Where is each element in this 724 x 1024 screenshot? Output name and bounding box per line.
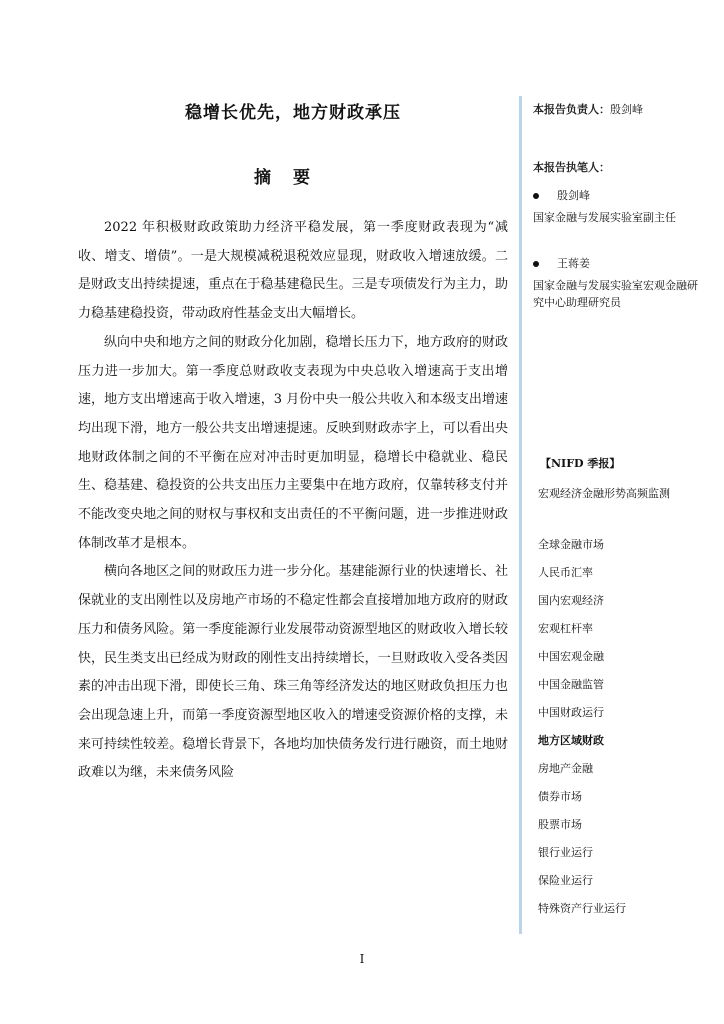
nifd-item: 中国宏观金融	[538, 650, 604, 663]
paragraph-2: 纵向中央和地方之间的财政分化加剧，稳增长压力下，地方政府的财政压力进一步加大。第一季度总财政收支表现为中央总收入增速高于支出增速，地方支出增速高于收入增速，3 月份中央一般公共收入和本级支出增速均出现下滑，地方一般公共支出增速提速。反映到财政赤字上，可以看出央地财政体制之间的不平衡在应对冲击时更加明显，稳增长中稳就业、稳民生、稳基建、稳投资的公共支出压力主要集中在地方政府，仅靠转移支付并不能改变央地之间的财权与事权和支出责任的不平衡问题，进一步推进财政体制改革才是根本。	[78, 334, 508, 551]
bullet-icon	[533, 193, 539, 199]
nifd-item: 全球金融市场	[538, 538, 604, 551]
nifd-item: 宏观杠杆率	[538, 622, 593, 635]
lead-label: 本报告负责人：	[533, 103, 610, 116]
paragraph-1: 2022 年积极财政政策助力经济平稳发展，第一季度财政表现为“减收、增支、增债”。一是大规模减税退税效应显现，财政收入增速放缓。二是财政支出持续提速，重点在于稳基建稳民生。三是专项债发行为主力，助力稳基建稳投资，带动政府性基金支出大幅增长。	[78, 220, 508, 322]
page-number: I	[359, 952, 365, 966]
nifd-item: 保险业运行	[538, 874, 593, 887]
sidebar-divider	[519, 96, 522, 934]
author-1-name: 殷剑峰	[557, 189, 590, 202]
nifd-item: 股票市场	[538, 818, 582, 831]
paragraph-3: 横向各地区之间的财政压力进一步分化。基建能源行业的快速增长、社保就业的支出刚性以及房地产市场的不稳定性都会直接增加地方政府的财政压力和债务风险。第一季度能源行业发展带动资源型地区的财政收入增长较快，民生类支出已经成为财政的刚性支出持续增长，一旦财政收入受各类因素的冲击出现下滑，即使长三角、珠三角等经济发达的地区财政负担压力也会出现急速上升，而第一季度资源型地区收入的增速受资源价格的支撑，未来可持续性较差。稳增长背景下，各地均加快债务发行进行融资，而土地财政难以为继，未来债务风险	[78, 564, 508, 781]
abstract-heading: 摘要	[254, 168, 332, 188]
nifd-item: 银行业运行	[538, 846, 593, 859]
nifd-item: 人民币汇率	[538, 566, 593, 579]
nifd-item: 房地产金融	[538, 762, 593, 775]
report-title: 稳增长优先，地方财政承压	[185, 103, 401, 123]
author-2-name: 王蒋姜	[557, 257, 590, 270]
bullet-icon	[533, 261, 539, 267]
lead-name: 殷剑峰	[610, 103, 643, 116]
author-2	[533, 255, 590, 271]
nifd-item: 债券市场	[538, 790, 582, 803]
nifd-item-current: 地方区域财政	[538, 734, 604, 747]
nifd-item: 中国金融监管	[538, 678, 604, 691]
nifd-item: 特殊资产行业运行	[538, 902, 626, 915]
nifd-item: 国内宏观经济	[538, 594, 604, 607]
author-1-desc: 国家金融与发展实验室副主任	[533, 211, 676, 224]
author-1	[533, 187, 590, 203]
nifd-list	[538, 480, 703, 928]
writers-label: 本报告执笔人：	[533, 161, 610, 174]
nifd-title: 【NIFD 季报】	[540, 457, 621, 470]
author-2-desc: 国家金融与发展实验室宏观金融研究中心助理研究员	[533, 279, 698, 309]
main-content	[78, 98, 508, 788]
report-lead	[533, 101, 643, 117]
nifd-item: 宏观经济金融形势高频监测	[538, 487, 670, 500]
nifd-item: 中国财政运行	[538, 706, 604, 719]
